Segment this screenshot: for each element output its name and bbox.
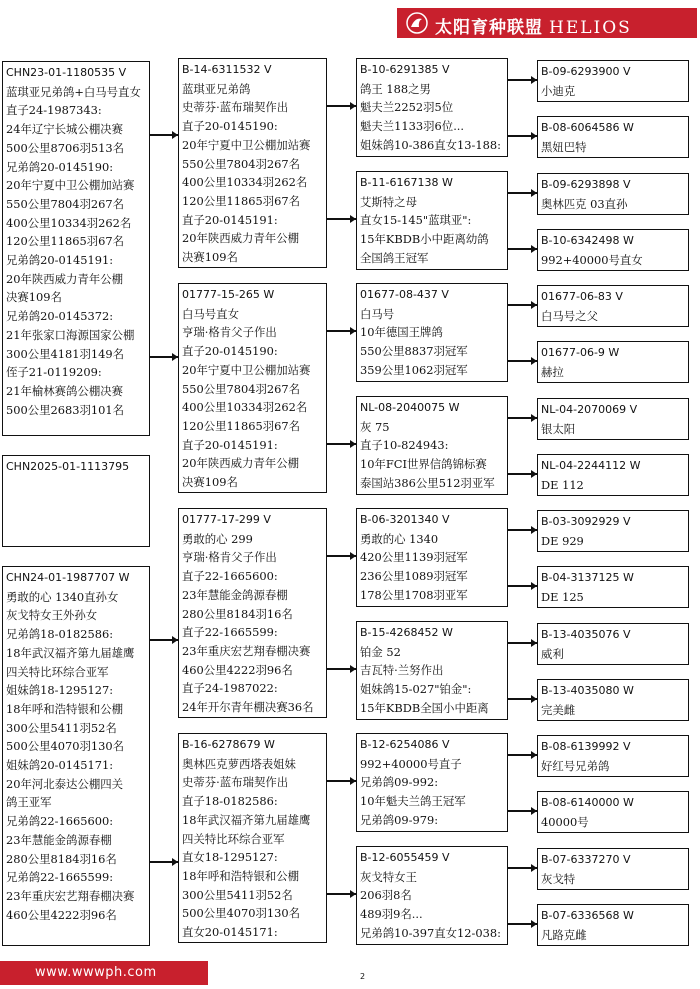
great-grandparent-box: [537, 791, 689, 833]
arrow-head-icon: [350, 890, 356, 898]
arrow-head-icon: [350, 102, 356, 110]
pedigree-line: 侄子21-0119209:: [6, 365, 102, 380]
pedigree-line: 23年重庆宏艺翔春棚决赛: [6, 888, 135, 903]
pigeon-ring-number: B-04-3137125 W: [541, 571, 634, 584]
pedigree-line: 400公里10334羽262名: [182, 175, 308, 190]
pedigree-line: 15年KBDB小中距离幼鸽: [360, 232, 489, 247]
pedigree-line: 亨瑞·格肯父子作出: [182, 325, 277, 340]
pedigree-line: 蓝琪亚兄弟鸽+白马号直女: [6, 84, 141, 99]
arrow-head-icon: [350, 552, 356, 560]
grandparent-box: [356, 396, 508, 495]
arrow-head-icon: [531, 189, 537, 197]
pedigree-line: 500公里2683羽101名: [6, 402, 125, 417]
pedigree-line: 决赛109名: [6, 290, 62, 305]
pedigree-line: 460公里4222羽96名: [182, 662, 293, 677]
brand-header: [397, 8, 697, 38]
subject-box-mid: [2, 455, 150, 547]
pedigree-line: 120公里11865羽67名: [6, 234, 125, 249]
great-grandparent-box: [537, 735, 689, 777]
pedigree-line: 直女18-1295127:: [182, 850, 278, 865]
subject-box-1: [2, 61, 150, 436]
pigeon-ring-number: B-08-6140000 W: [541, 796, 634, 809]
pedigree-line: 直子22-1665599:: [182, 625, 278, 640]
pedigree-line: 直女15-145"蓝琪亚":: [360, 213, 472, 228]
pedigree-line: 奥林匹克萝西塔表姐妹: [182, 756, 296, 771]
pedigree-line: 蓝琪亚兄弟鸽: [182, 81, 251, 96]
pedigree-line: 236公里1089羽冠军: [360, 569, 468, 584]
pedigree-line: DE 112: [541, 477, 584, 492]
sun-logo-icon: [405, 11, 429, 35]
brand-title-en: HELIOS: [549, 18, 632, 38]
pedigree-line: 兄弟鸽18-0182586:: [6, 627, 114, 642]
pedigree-line: 灰 75: [360, 419, 390, 434]
pedigree-line: 史蒂芬·蓝布瑞契作出: [182, 100, 289, 115]
pedigree-line: 21年榆林赛鸽公棚决赛: [6, 383, 124, 398]
arrow-head-icon: [531, 639, 537, 647]
arrow-head-icon: [531, 357, 537, 365]
pedigree-line: 10年FCI世界信鸽锦标赛: [360, 457, 487, 472]
pigeon-ring-number: NL-04-2070069 V: [541, 403, 638, 416]
pedigree-line: 姐妹鸽18-1295127:: [6, 683, 114, 698]
arrow-head-icon: [172, 353, 178, 361]
pedigree-line: 白马号之父: [541, 308, 598, 323]
pedigree-line: 23年慧能金鸽源春棚: [6, 832, 112, 847]
pedigree-line: 460公里4222羽96名: [6, 907, 117, 922]
pedigree-line: 550公里7804羽267名: [182, 381, 301, 396]
arrow-head-icon: [531, 76, 537, 84]
pedigree-line: 400公里10334羽262名: [6, 215, 132, 230]
great-grandparent-box: [537, 623, 689, 665]
great-grandparent-box: [537, 848, 689, 890]
pedigree-line: 300公里5411羽52名: [6, 720, 117, 735]
pedigree-line: 992+40000号直子: [360, 756, 462, 771]
pedigree-line: 鸽王 188之男: [360, 81, 431, 96]
pedigree-line: 500公里8706羽513名: [6, 140, 125, 155]
pedigree-line: 21年张家口海源国家公棚: [6, 327, 135, 342]
arrow-head-icon: [172, 858, 178, 866]
subject-box-2: [2, 566, 150, 946]
brand-title: [435, 13, 632, 38]
arrow-head-icon: [350, 215, 356, 223]
arrow-head-icon: [531, 695, 537, 703]
pedigree-line: 206羽8名: [360, 888, 412, 903]
grandparent-box: [356, 171, 508, 270]
pedigree-line: 489羽9名...: [360, 907, 423, 922]
great-grandparent-box: [537, 60, 689, 102]
pedigree-line: 勇敢的心 299: [182, 531, 253, 546]
pedigree-line: 992+40000号直女: [541, 252, 643, 267]
pedigree-line: 决赛109名: [182, 475, 238, 490]
pigeon-ring-number: B-15-4268452 W: [360, 626, 453, 639]
great-grandparent-box: [537, 229, 689, 271]
pedigree-line: 兄弟鸽22-1665600:: [6, 814, 114, 829]
pedigree-line: 直子20-0145191:: [182, 212, 278, 227]
pedigree-line: 280公里8184羽16名: [6, 851, 117, 866]
pedigree-line: 凡路克雌: [541, 927, 587, 942]
pigeon-ring-number: 01677-06-9 W: [541, 346, 620, 359]
arrow-head-icon: [531, 414, 537, 422]
grandparent-box: [356, 508, 508, 607]
grandparent-box: [356, 58, 508, 157]
pedigree-line: 24年辽宁长城公棚决赛: [6, 122, 124, 137]
pedigree-line: 20年宁夏中卫公棚加站赛: [182, 362, 311, 377]
pedigree-line: 550公里7804羽267名: [6, 196, 125, 211]
pedigree-line: 20年陕西威力青年公棚: [6, 271, 124, 286]
pigeon-ring-number: B-08-6064586 W: [541, 121, 634, 134]
pigeon-ring-number: NL-08-2040075 W: [360, 401, 460, 414]
pigeon-ring-number: B-14-6311532 V: [182, 63, 272, 76]
pedigree-line: 黑妞巴特: [541, 139, 587, 154]
pedigree-line: 小迪克: [541, 83, 576, 98]
pedigree-line: 直子10-824943:: [360, 438, 449, 453]
page-number: 2: [360, 972, 366, 981]
arrow-head-icon: [531, 582, 537, 590]
grandparent-box: [356, 733, 508, 832]
pedigree-line: DE 929: [541, 533, 584, 548]
pedigree-line: DE 125: [541, 589, 584, 604]
arrow-head-icon: [531, 245, 537, 253]
pedigree-line: 500公里4070羽130名: [182, 906, 301, 921]
pedigree-line: 24年开尔青年棚决赛36名: [182, 700, 314, 715]
arrow-head-icon: [531, 920, 537, 928]
pedigree-line: 400公里10334羽262名: [182, 400, 308, 415]
pedigree-line: 威利: [541, 646, 564, 661]
arrow-head-icon: [531, 132, 537, 140]
pigeon-ring-number: NL-04-2244112 W: [541, 459, 641, 472]
pigeon-ring-number: 01677-08-437 V: [360, 288, 449, 301]
pigeon-ring-number: CHN23-01-1180535 V: [6, 66, 127, 79]
pedigree-line: 178公里1708羽亚军: [360, 587, 468, 602]
arrow-head-icon: [531, 864, 537, 872]
great-grandparent-box: [537, 173, 689, 215]
pigeon-ring-number: B-11-6167138 W: [360, 176, 453, 189]
pedigree-line: 吉瓦特·兰努作出: [360, 663, 444, 678]
pedigree-line: 亨瑞·格肯父子作出: [182, 550, 277, 565]
pedigree-line: 20年陕西威力青年公棚: [182, 231, 300, 246]
great-grandparent-box: [537, 510, 689, 552]
pedigree-line: 直子24-1987022:: [182, 681, 278, 696]
pedigree-line: 20年宁夏中卫公棚加站赛: [182, 137, 311, 152]
pedigree-line: 全国鸽王冠军: [360, 250, 429, 265]
footer-bar: [0, 961, 208, 985]
arrow-head-icon: [531, 470, 537, 478]
pedigree-line: 四关特比环综合亚军: [182, 831, 285, 846]
grandparent-box: [356, 846, 508, 945]
pedigree-line: 灰戈特: [541, 871, 576, 886]
pigeon-ring-number: B-16-6278679 W: [182, 738, 275, 751]
pigeon-ring-number: 01777-15-265 W: [182, 288, 275, 301]
arrow-head-icon: [172, 131, 178, 139]
arrow-head-icon: [350, 777, 356, 785]
pedigree-line: 灰戈特女王外孙女: [6, 608, 98, 623]
great-grandparent-box: [537, 341, 689, 383]
pedigree-line: 120公里11865羽67名: [182, 193, 301, 208]
pedigree-line: 鸽王亚军: [6, 795, 52, 810]
pedigree-line: 白马号: [360, 306, 395, 321]
grandparent-box: [356, 283, 508, 382]
pedigree-line: 直子24-1987343:: [6, 103, 102, 118]
pedigree-line: 姐妹鸽20-0145171:: [6, 758, 114, 773]
arrow-head-icon: [531, 526, 537, 534]
brand-title-cn: 太阳育种联盟: [435, 18, 543, 38]
pedigree-line: 直女20-0145171:: [182, 925, 278, 940]
pedigree-line: 120公里11865羽67名: [182, 418, 301, 433]
pedigree-line: 18年武汉福齐第九届雄鹰: [6, 645, 135, 660]
pedigree-line: 直子18-0182586:: [182, 794, 278, 809]
pedigree-line: 20年河北泰达公棚四关: [6, 776, 124, 791]
pedigree-line: 兄弟鸽09-992:: [360, 775, 439, 790]
pigeon-ring-number: 01677-06-83 V: [541, 290, 623, 303]
pedigree-line: 550公里7804羽267名: [182, 156, 301, 171]
pedigree-line: 20年宁夏中卫公棚加站赛: [6, 178, 135, 193]
sire-box-2: [178, 508, 327, 718]
pigeon-ring-number: B-12-6055459 V: [360, 851, 450, 864]
pedigree-line: 魁夫兰2252羽5位: [360, 100, 454, 115]
pedigree-line: 18年呼和浩特银和公棚: [182, 868, 300, 883]
pedigree-line: 史蒂芬·蓝布瑞契作出: [182, 775, 289, 790]
pedigree-line: 550公里8837羽冠军: [360, 344, 468, 359]
pedigree-line: 300公里4181羽149名: [6, 346, 125, 361]
pedigree-line: 直子20-0145190:: [182, 344, 278, 359]
pedigree-line: 赫拉: [541, 364, 564, 379]
great-grandparent-box: [537, 679, 689, 721]
pigeon-ring-number: B-10-6291385 V: [360, 63, 450, 76]
pedigree-line: 10年德国王牌鸽: [360, 325, 443, 340]
pedigree-line: 10年魁夫兰鸽王冠军: [360, 794, 466, 809]
great-grandparent-box: [537, 285, 689, 327]
pedigree-line: 白马号直女: [182, 306, 239, 321]
pedigree-line: 300公里5411羽52名: [182, 887, 293, 902]
pedigree-line: 23年重庆宏艺翔春棚决赛: [182, 643, 311, 658]
great-grandparent-box: [537, 398, 689, 440]
pigeon-ring-number: B-07-6336568 W: [541, 909, 634, 922]
pedigree-line: 勇敢的心 1340直孙女: [6, 589, 119, 604]
arrow-head-icon: [531, 301, 537, 309]
pedigree-line: 艾斯特之母: [360, 194, 417, 209]
pigeon-ring-number: B-13-4035080 W: [541, 684, 634, 697]
great-grandparent-box: [537, 116, 689, 158]
pedigree-line: 15年KBDB全国小中距离: [360, 700, 489, 715]
pedigree-line: 420公里1139羽冠军: [360, 550, 468, 565]
pigeon-ring-number: CHN24-01-1987707 W: [6, 571, 130, 584]
pedigree-line: 铂金 52: [360, 644, 401, 659]
pigeon-ring-number: B-06-3201340 V: [360, 513, 450, 526]
arrow-head-icon: [350, 327, 356, 335]
pedigree-line: 好红号兄弟鸽: [541, 758, 610, 773]
pedigree-line: 359公里1062羽冠军: [360, 362, 468, 377]
pedigree-line: 决赛109名: [182, 250, 238, 265]
sire-box-1: [178, 58, 327, 268]
pedigree-line: 魁夫兰1133羽6位...: [360, 119, 465, 134]
pedigree-line: 280公里8184羽16名: [182, 606, 293, 621]
pedigree-line: 兄弟鸽09-979:: [360, 812, 439, 827]
pedigree-line: 直子20-0145191:: [182, 437, 278, 452]
pigeon-ring-number: B-09-6293900 V: [541, 65, 631, 78]
arrow-head-icon: [172, 636, 178, 644]
pedigree-line: 40000号: [541, 814, 589, 829]
pedigree-line: 兄弟鸽22-1665599:: [6, 870, 114, 885]
pigeon-ring-number: B-07-6337270 V: [541, 853, 631, 866]
great-grandparent-box: [537, 454, 689, 496]
pedigree-line: 奥林匹克 03直孙: [541, 196, 628, 211]
pedigree-line: 银太阳: [541, 421, 576, 436]
pedigree-line: 23年慧能金鸽源春棚: [182, 587, 288, 602]
dam-box-2: [178, 733, 327, 943]
pedigree-line: 姐妹鸽10-386直女13-188:: [360, 137, 501, 152]
pedigree-line: 兄弟鸽20-0145191:: [6, 253, 114, 268]
pigeon-ring-number: B-13-4035076 V: [541, 628, 631, 641]
great-grandparent-box: [537, 904, 689, 946]
pedigree-line: 泰国站386公里512羽亚军: [360, 475, 495, 490]
website-link[interactable]: www.wwwph.com: [35, 965, 157, 980]
great-grandparent-box: [537, 566, 689, 608]
pedigree-line: 直子20-0145190:: [182, 119, 278, 134]
pedigree-line: 直子22-1665600:: [182, 569, 278, 584]
arrow-head-icon: [350, 440, 356, 448]
pedigree-line: 500公里4070羽130名: [6, 739, 125, 754]
pedigree-line: 20年陕西威力青年公棚: [182, 456, 300, 471]
pigeon-ring-number: B-09-6293898 V: [541, 178, 631, 191]
pigeon-ring-number: 01777-17-299 V: [182, 513, 271, 526]
pedigree-line: 完美雌: [541, 702, 576, 717]
pigeon-ring-number: B-08-6139992 V: [541, 740, 631, 753]
pedigree-line: 姐妹鸽15-027"铂金":: [360, 682, 472, 697]
pedigree-line: 灰戈特女王: [360, 869, 417, 884]
pigeon-ring-number: CHN2025-01-1113795: [6, 460, 130, 473]
pigeon-ring-number: B-03-3092929 V: [541, 515, 631, 528]
pedigree-line: 兄弟鸽20-0145372:: [6, 309, 114, 324]
dam-box-1: [178, 283, 327, 493]
pedigree-line: 勇敢的心 1340: [360, 531, 439, 546]
pedigree-line: 四关特比环综合亚军: [6, 664, 109, 679]
arrow-head-icon: [531, 751, 537, 759]
pedigree-line: 兄弟鸽20-0145190:: [6, 159, 114, 174]
pedigree-line: 18年呼和浩特银和公棚: [6, 701, 124, 716]
grandparent-box: [356, 621, 508, 720]
pedigree-line: 兄弟鸽10-397直女12-038:: [360, 925, 501, 940]
pigeon-ring-number: B-10-6342498 W: [541, 234, 634, 247]
arrow-head-icon: [350, 665, 356, 673]
pigeon-ring-number: B-12-6254086 V: [360, 738, 450, 751]
pedigree-line: 18年武汉福齐第九届雄鹰: [182, 812, 311, 827]
arrow-head-icon: [531, 807, 537, 815]
